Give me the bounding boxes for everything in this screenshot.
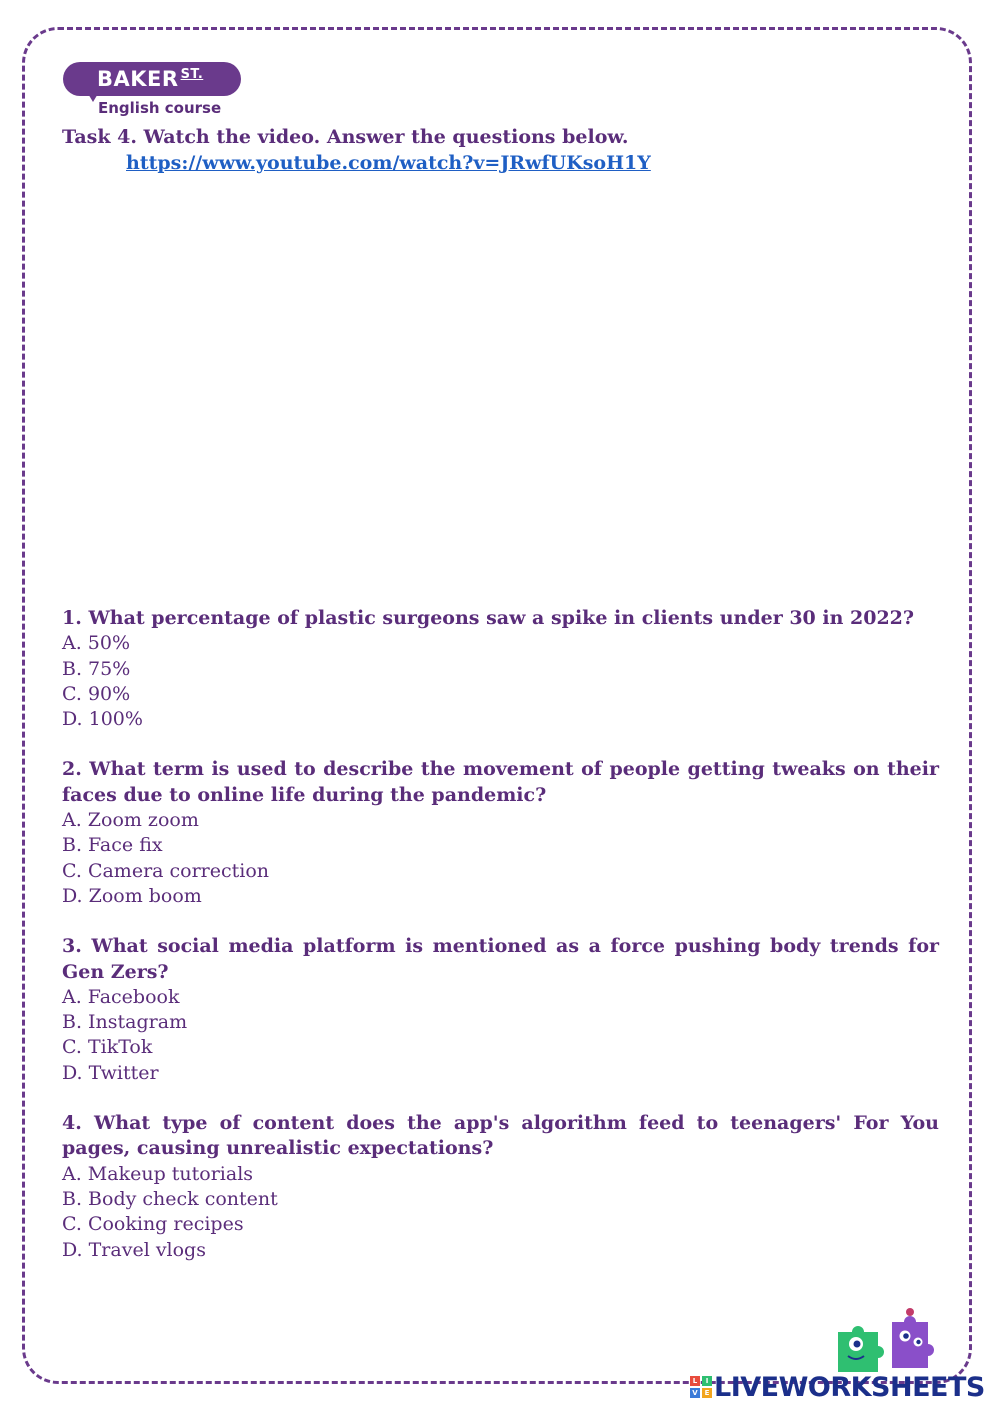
question-text: 3. What social media platform is mentioned as a force pushing body trends for Gen Zers? (62, 935, 939, 983)
answer-option[interactable]: A. Makeup tutorials (62, 1162, 254, 1185)
baker-st-logo (63, 62, 243, 120)
question-text: 4. What type of content does the app's algorithm feed to teenagers' For You pages, causing unrealistic expectations? (62, 1112, 939, 1160)
answer-option[interactable]: A. Zoom zoom (62, 809, 199, 832)
answer-option[interactable]: C. 90% (62, 682, 131, 705)
answer-option[interactable]: B. Body check content (62, 1187, 278, 1210)
logo-brand-text: BAKER (97, 67, 179, 91)
block-letter: I (702, 1376, 712, 1386)
answer-option[interactable]: B. 75% (62, 657, 131, 680)
logo-subtitle: English course (98, 99, 222, 117)
block-letter: L (690, 1376, 700, 1386)
answer-option[interactable]: A. Facebook (62, 985, 180, 1008)
question-4 (62, 1111, 939, 1263)
answer-option[interactable]: C. Camera correction (62, 859, 270, 882)
question-2 (62, 757, 939, 909)
question-text: 2. What term is used to describe the movement of people getting tweaks on their faces due to online life during the pandemic? (62, 758, 939, 806)
block-letter: E (702, 1388, 712, 1398)
answer-option[interactable]: D. Travel vlogs (62, 1238, 206, 1261)
green-puzzle-mascot-icon (838, 1326, 884, 1372)
liveworksheets-blocks-icon (690, 1376, 714, 1404)
liveworksheets-footer (690, 1308, 990, 1412)
answer-option[interactable]: D. Zoom boom (62, 884, 202, 907)
answer-option[interactable]: D. 100% (62, 708, 143, 731)
question-text: 1. What percentage of plastic surgeons saw a spike in clients under 30 in 2022? (62, 607, 915, 629)
question-3 (62, 934, 939, 1086)
logo-brand-suffix: ST. (180, 67, 204, 82)
purple-puzzle-mascot-icon (892, 1308, 934, 1368)
puzzle-mascots-icon (830, 1308, 940, 1376)
answer-option[interactable]: D. Twitter (62, 1061, 159, 1084)
answer-option[interactable]: C. TikTok (62, 1036, 153, 1059)
question-1 (62, 606, 939, 732)
logo-brand (97, 67, 203, 91)
video-link[interactable]: https://www.youtube.com/watch?v=JRwfUKsoH1Y (126, 152, 651, 174)
answer-option[interactable]: C. Cooking recipes (62, 1213, 244, 1236)
answer-option[interactable]: B. Face fix (62, 834, 163, 857)
task-title: Task 4. Watch the video. Answer the questions below. (62, 126, 629, 148)
answer-option[interactable]: A. 50% (62, 632, 131, 655)
block-letter: V (690, 1388, 700, 1398)
answer-option[interactable]: B. Instagram (62, 1011, 188, 1034)
question-list (62, 606, 939, 1288)
liveworksheets-brand[interactable]: LIVEWORKSHEETS (714, 1372, 985, 1403)
